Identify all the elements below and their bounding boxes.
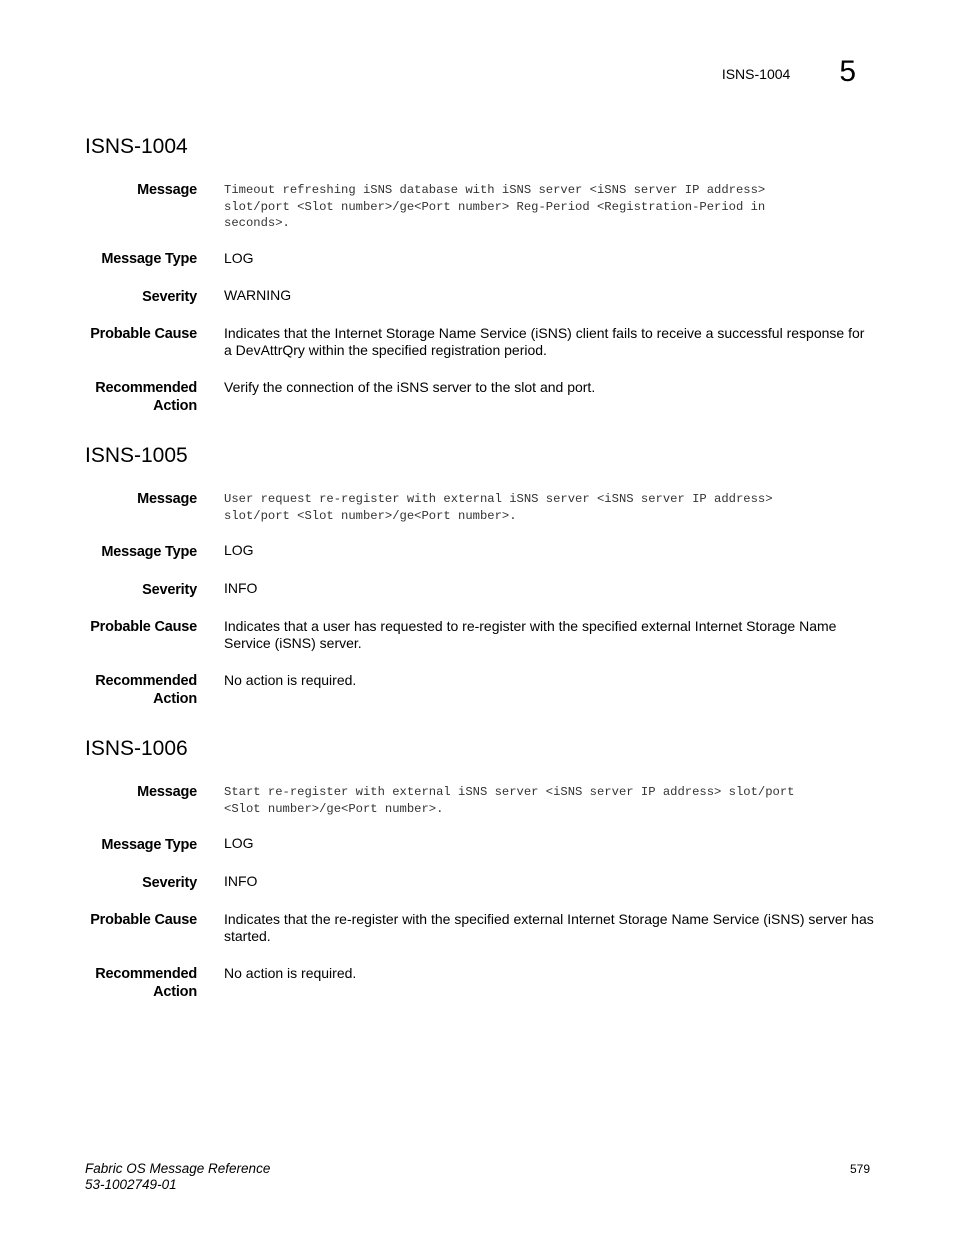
recommended-action-text: Verify the connection of the iSNS server to the slot and port. bbox=[224, 379, 596, 395]
section-title: ISNS-1005 bbox=[85, 444, 188, 467]
recommended-action-text: No action is required. bbox=[224, 672, 357, 688]
footer-doc-number: 53-1002749-01 bbox=[85, 1177, 177, 1192]
message-text: User request re-register with external iSNS server <iSNS server IP address> slot/port <Slot number>/ge<Port number>. bbox=[224, 492, 773, 523]
recommended-label-line2: Action bbox=[153, 398, 197, 414]
page-footer bbox=[85, 1161, 870, 1193]
footer-doc-title: Fabric OS Message Reference bbox=[85, 1161, 271, 1176]
running-header-title: ISNS-1004 bbox=[721, 66, 791, 82]
message-type-value: LOG bbox=[224, 835, 254, 851]
severity-value: INFO bbox=[224, 873, 258, 889]
severity-value: WARNING bbox=[224, 287, 292, 303]
message-type-value: LOG bbox=[224, 250, 254, 266]
message-label: Message bbox=[137, 491, 197, 507]
message-type-label: Message Type bbox=[101, 251, 197, 267]
chapter-number: 5 bbox=[839, 55, 856, 88]
message-label: Message bbox=[137, 182, 197, 198]
section-title: ISNS-1006 bbox=[85, 737, 188, 760]
severity-value: INFO bbox=[224, 580, 258, 596]
probable-cause-label: Probable Cause bbox=[90, 326, 197, 342]
message-type-value: LOG bbox=[224, 542, 254, 558]
probable-cause-label: Probable Cause bbox=[90, 912, 197, 928]
recommended-action-label bbox=[67, 965, 197, 1001]
message-text: Timeout refreshing iSNS database with iSNS server <iSNS server IP address> slot/port <Slot number>/ge<Port number> Reg-Period <Registration-Period in seconds>. bbox=[224, 183, 766, 230]
recommended-action-text: No action is required. bbox=[224, 965, 357, 981]
message-type-label: Message Type bbox=[101, 544, 197, 560]
severity-label: Severity bbox=[142, 875, 197, 891]
probable-cause-label: Probable Cause bbox=[90, 619, 197, 635]
recommended-action-label bbox=[67, 379, 197, 415]
recommended-label-line2: Action bbox=[153, 691, 197, 707]
message-text: Start re-register with external iSNS server <iSNS server IP address> slot/port <Slot number>/ge<Port number>. bbox=[224, 785, 795, 816]
running-header bbox=[722, 57, 856, 87]
recommended-label-line1: Recommended bbox=[95, 380, 197, 396]
recommended-label-line1: Recommended bbox=[95, 966, 197, 982]
severity-label: Severity bbox=[142, 582, 197, 598]
probable-cause-text: Indicates that the re-register with the specified external Internet Storage Name Service (iSNS) server has started. bbox=[224, 911, 874, 944]
page-number: 579 bbox=[849, 1162, 870, 1176]
severity-label: Severity bbox=[142, 289, 197, 305]
recommended-action-label bbox=[67, 672, 197, 708]
probable-cause-text: Indicates that a user has requested to re-register with the specified external Internet Storage Name Service (iSNS) server. bbox=[224, 618, 837, 651]
message-label: Message bbox=[137, 784, 197, 800]
probable-cause-text: Indicates that the Internet Storage Name Service (iSNS) client fails to receive a successful response for a DevAttrQry within the specified registration period. bbox=[224, 325, 865, 358]
recommended-label-line1: Recommended bbox=[95, 673, 197, 689]
message-type-label: Message Type bbox=[101, 837, 197, 853]
section-title: ISNS-1004 bbox=[85, 135, 188, 158]
recommended-label-line2: Action bbox=[153, 984, 197, 1000]
